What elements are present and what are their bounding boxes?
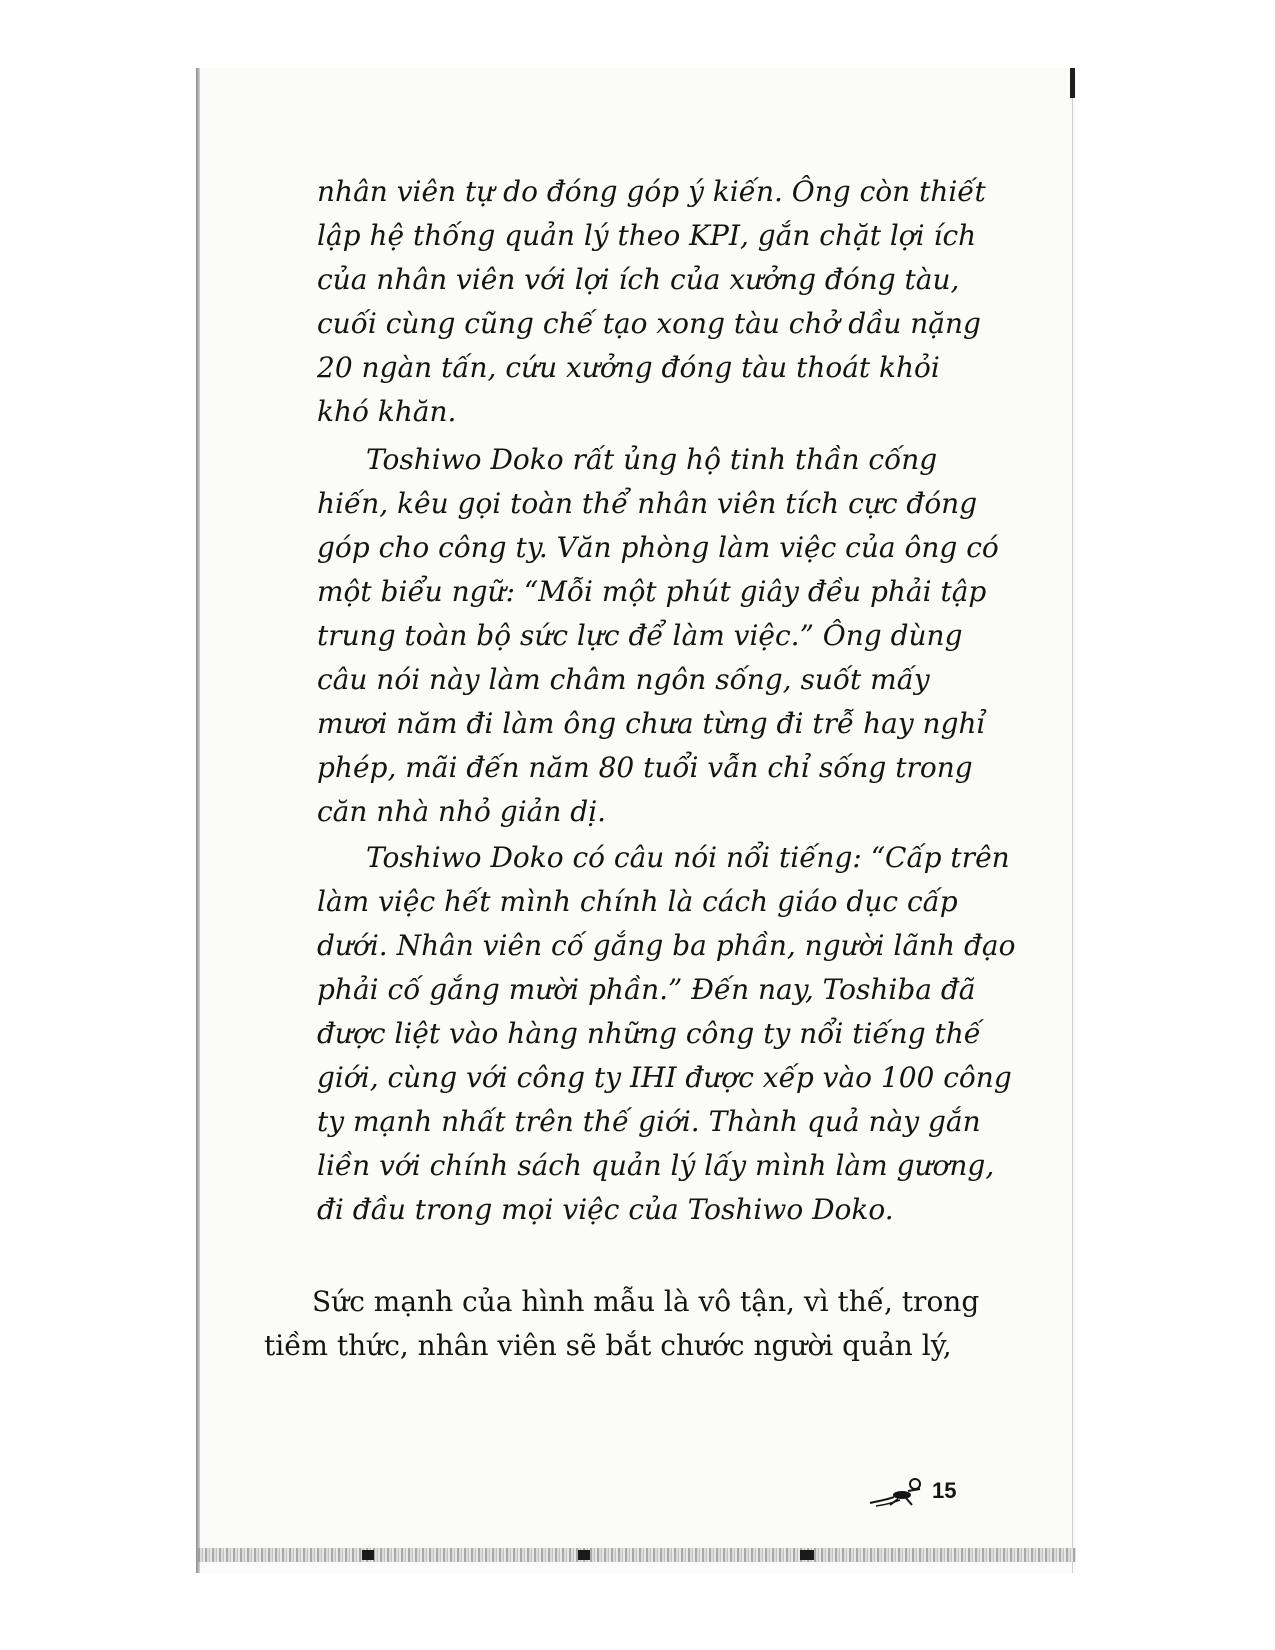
text-line: làm việc hết mình chính là cách giáo dục cấp <box>317 885 958 918</box>
text-line: cuối cùng cũng chế tạo xong tàu chở dầu nặng <box>317 307 981 340</box>
text-line: giới, cùng với công ty IHI được xếp vào 100 công <box>317 1061 1012 1094</box>
text-line: 20 ngàn tấn, cứu xưởng đóng tàu thoát khỏi <box>317 351 940 384</box>
text-line: đi đầu trong mọi việc của Toshiwo Doko. <box>317 1193 894 1226</box>
text-line: liền với chính sách quản lý lấy mình làm gương, <box>317 1149 995 1182</box>
text-line: phép, mãi đến năm 80 tuổi vẫn chỉ sống trong <box>317 751 973 784</box>
text-line: ty mạnh nhất trên thế giới. Thành quả này gắn <box>317 1105 981 1138</box>
text-line: được liệt vào hàng những công ty nổi tiếng thế <box>317 1017 982 1050</box>
page-number: 15 <box>932 1478 957 1503</box>
text-line: trung toàn bộ sức lực để làm việc.” Ông dùng <box>317 619 963 652</box>
text-line: câu nói này làm châm ngôn sống, suốt mấy <box>317 663 930 696</box>
text-line: lập hệ thống quản lý theo KPI, gắn chặt lợi ích <box>317 219 977 252</box>
text-line: tiềm thức, nhân viên sẽ bắt chước người quản lý, <box>264 1329 952 1362</box>
text-line: của nhân viên với lợi ích của xưởng đóng tàu, <box>317 263 960 296</box>
text-line: góp cho công ty. Văn phòng làm việc của ông có <box>317 531 999 564</box>
text-line: Toshiwo Doko rất ủng hộ tinh thần cống <box>366 443 938 476</box>
text-line: khó khăn. <box>317 395 457 428</box>
text-line: dưới. Nhân viên cố gắng ba phần, người lãnh đạo <box>317 929 1016 962</box>
text-line: một biểu ngữ: “Mỗi một phút giây đều phải tập <box>317 575 987 608</box>
text-line: Sức mạnh của hình mẫu là vô tận, vì thế, trong <box>312 1285 980 1318</box>
text-line: căn nhà nhỏ giản dị. <box>317 795 607 828</box>
text-line: phải cố gắng mười phần.” Đến nay, Toshiba đã <box>317 973 976 1006</box>
text-line: Toshiwo Doko có câu nói nổi tiếng: “Cấp trên <box>366 841 1010 874</box>
text-line: mươi năm đi làm ông chưa từng đi trễ hay nghỉ <box>317 707 986 740</box>
text-line: hiến, kêu gọi toàn thể nhân viên tích cực đóng <box>317 487 978 520</box>
text-line: nhân viên tự do đóng góp ý kiến. Ông còn thiết <box>317 175 986 208</box>
running-figure-icon <box>868 1475 928 1511</box>
